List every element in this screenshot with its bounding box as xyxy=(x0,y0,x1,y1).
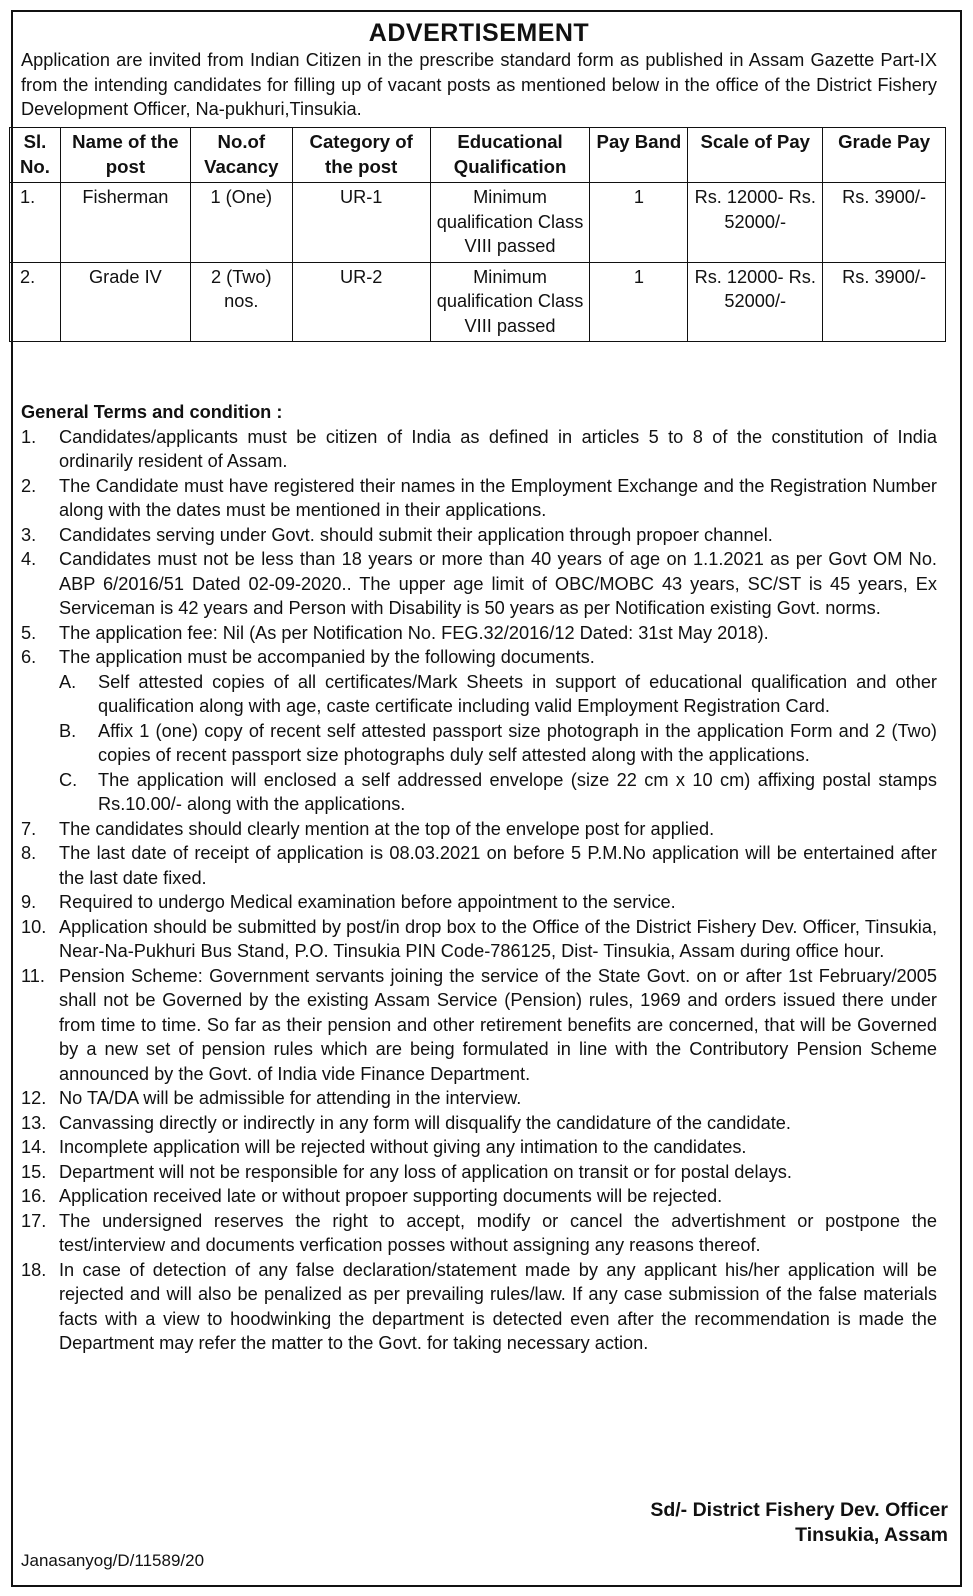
signature-line-1: Sd/- District Fishery Dev. Officer xyxy=(650,1499,948,1521)
list-item xyxy=(21,645,937,817)
table-cell-sl-no: 2. xyxy=(10,262,61,342)
item-text: Department will not be responsible for any loss of application on transit or for postal delays. xyxy=(59,1161,792,1182)
intro-paragraph: Application are invited from Indian Citizen in the prescribe standard form as published in Assam Gazette Part-IX from the intending candidates for filling up of vacant posts as mentioned below in the office of the District Fishery Development Officer, Na-pukhuri,Tinsukia. xyxy=(21,50,937,120)
item-text: Application received late or without propoer supporting documents will be rejected. xyxy=(59,1186,723,1206)
table-header-row xyxy=(10,128,946,183)
vacancy-table xyxy=(9,127,946,342)
list-item xyxy=(21,1209,937,1258)
terms-heading: General Terms and condition : xyxy=(21,402,283,422)
list-item xyxy=(21,1160,937,1185)
sub-item-text: Affix 1 (one) copy of recent self attested passport size photograph in the application Form and 2 (Two) copies of recent passport size photographs duly self attested along with the applications. xyxy=(98,720,937,765)
item-number: 15. xyxy=(21,1161,47,1182)
table-cell-grade-pay: Rs. 3900/- xyxy=(823,262,946,342)
item-text: Candidates/applicants must be citizen of India as defined in articles 5 to 8 of the constitution of India ordinarily resident of Assam. xyxy=(59,426,937,471)
reference-number: Janasanyog/D/11589/20 xyxy=(21,1551,205,1570)
sub-item-text: The application will enclosed a self addressed envelope (size 22 cm x 10 cm) affixing postal stamps Rs.10.00/- along with the applications. xyxy=(98,769,937,814)
item-number: 18. xyxy=(21,1259,47,1280)
item-text: No TA/DA will be admissible for attending in the interview. xyxy=(59,1088,522,1108)
page-title: ADVERTISEMENT xyxy=(368,19,590,47)
header-pay-band: Pay Band xyxy=(590,128,688,183)
item-text: In case of detection of any false declaration/statement made by any applicant his/her application will be rejected and will also be penalized as per prevailing rules/law. If any case submission of the false materials facts with a view to hoodwinking the department is detected even after the recommendation is made the Department may refer the matter to the Govt. for taking necessary action. xyxy=(59,1259,937,1353)
item-text: Candidates must not be less than 18 years or more than 40 years of age on 1.1.2021 as per Govt OM No. ABP 6/2016/51 Dated 02-09-2020.. The upper age limit of OBC/MOBC 43 years, SC/ST is 45 years, Ex Serviceman is 42 years and Person with Disability is 50 years as per Notification existing Govt. norms. xyxy=(59,549,937,618)
table-cell-qualification: Minimum qualification Class VIII passed xyxy=(430,183,590,263)
list-item xyxy=(21,1184,937,1209)
header-scale-of-pay: Scale of Pay xyxy=(688,128,823,183)
list-item xyxy=(21,425,937,474)
sub-list-item xyxy=(59,719,937,768)
item-number: 9. xyxy=(21,892,37,912)
item-number: 1. xyxy=(21,426,37,447)
table-cell-category: UR-1 xyxy=(292,183,430,263)
header-post-name: Name of the post xyxy=(60,128,190,183)
list-item xyxy=(21,1086,937,1111)
item-number: 14. xyxy=(21,1137,47,1157)
list-item xyxy=(21,890,937,915)
table-row xyxy=(10,183,946,263)
table-cell-sl-no: 1. xyxy=(10,183,61,263)
list-item xyxy=(21,964,937,1087)
list-item xyxy=(21,817,937,842)
sub-item-letter: A. xyxy=(59,671,77,692)
sub-item-text: Self attested copies of all certificates/Mark Sheets in support of educational qualification and other qualification along with age, caste certificate including valid Employment Registration Card. xyxy=(98,671,937,716)
terms-section xyxy=(21,400,937,1356)
item-text: The last date of receipt of application is 08.03.2021 on before 5 P.M.No application will be entertained after the last date fixed. xyxy=(59,843,937,888)
item-text: The application fee: Nil (As per Notification No. FEG.32/2016/12 Dated: 31st May 2018). xyxy=(59,622,769,643)
list-item xyxy=(21,547,937,621)
table-cell-scale-of-pay: Rs. 12000- Rs. 52000/- xyxy=(688,262,823,342)
header-grade-pay: Grade Pay xyxy=(823,128,946,183)
item-text: Application should be submitted by post/in drop box to the Office of the District Fishery Dev. Officer, Tinsukia, Near-Na-Pukhuri Bus Stand, P.O. Tinsukia PIN Code-786125, Dist- Tinsukia, Assam during office hour. xyxy=(59,916,937,961)
sub-list-item xyxy=(59,768,937,817)
item-text: Incomplete application will be rejected without giving any intimation to the candidates. xyxy=(59,1137,747,1157)
item-number: 4. xyxy=(21,549,37,569)
item-text: The Candidate must have registered their names in the Employment Exchange and the Registration Number along with the dates must be mentioned in their applications. xyxy=(59,475,937,520)
table-cell-scale-of-pay: Rs. 12000- Rs. 52000/- xyxy=(688,183,823,263)
item-text: The candidates should clearly mention at the top of the envelope post for applied. xyxy=(59,818,715,839)
table-cell-post-name: Grade IV xyxy=(60,262,190,342)
item-number: 6. xyxy=(21,647,37,667)
item-number: 16. xyxy=(21,1186,47,1206)
table-cell-pay-band: 1 xyxy=(590,183,688,263)
item-number: 17. xyxy=(21,1210,47,1231)
table-cell-vacancy: 2 (Two) nos. xyxy=(190,262,292,342)
item-number: 13. xyxy=(21,1112,47,1133)
item-text: Pension Scheme: Government servants joining the service of the State Govt. on or after 1st February/2005 shall not be Governed by the existing Assam Service (Pension) rules, 1969 and orders issued there under from time to time. So far as their pension and other retirement benefits are concerned, that will be Governed by a new set of pension rules which are being formulated in line with the Contributory Pension Scheme announced by the Govt. of India vide Finance Department. xyxy=(59,965,937,1084)
signature-block xyxy=(650,1498,948,1548)
list-item xyxy=(21,621,937,646)
header-vacancy: No.of Vacancy xyxy=(190,128,292,183)
list-item xyxy=(21,474,937,523)
sub-list-item xyxy=(59,670,937,719)
item-number: 5. xyxy=(21,622,37,643)
table-cell-post-name: Fisherman xyxy=(60,183,190,263)
table-cell-pay-band: 1 xyxy=(590,262,688,342)
item-number: 8. xyxy=(21,843,37,863)
list-item xyxy=(21,1258,937,1356)
list-item xyxy=(21,915,937,964)
list-item xyxy=(21,523,937,548)
table-row xyxy=(10,262,946,342)
sub-item-letter: C. xyxy=(59,769,78,790)
item-text: Canvassing directly or indirectly in any form will disqualify the candidature of the candidate. xyxy=(59,1112,791,1133)
item-number: 2. xyxy=(21,475,37,496)
sub-item-letter: B. xyxy=(59,720,77,741)
list-item xyxy=(21,841,937,890)
item-text: The undersigned reserves the right to accept, modify or cancel the advertishment or postpone the test/interview and documents verfication posses without assigning any reasons thereof. xyxy=(59,1210,937,1255)
header-section xyxy=(21,18,937,122)
header-category: Category of the post xyxy=(292,128,430,183)
item-text: The application must be accompanied by the following documents. xyxy=(59,647,595,667)
item-text: Required to undergo Medical examination before appointment to the service. xyxy=(59,892,676,912)
signature-line-2: Tinsukia, Assam xyxy=(795,1524,948,1546)
list-item xyxy=(21,1111,937,1136)
item-number: 11. xyxy=(21,965,45,986)
table-cell-category: UR-2 xyxy=(292,262,430,342)
item-text: Candidates serving under Govt. should submit their application through propoer channel. xyxy=(59,524,773,545)
item-number: 12. xyxy=(21,1088,47,1108)
list-item xyxy=(21,1135,937,1160)
table-cell-vacancy: 1 (One) xyxy=(190,183,292,263)
header-sl-no: Sl. No. xyxy=(10,128,61,183)
terms-list xyxy=(21,425,937,1356)
header-qualification: Educational Qualification xyxy=(430,128,590,183)
documents-sublist xyxy=(59,670,937,817)
table-cell-qualification: Minimum qualification Class VIII passed xyxy=(430,262,590,342)
item-number: 3. xyxy=(21,524,37,545)
item-number: 7. xyxy=(21,818,37,839)
item-number: 10. xyxy=(21,916,47,937)
table-cell-grade-pay: Rs. 3900/- xyxy=(823,183,946,263)
